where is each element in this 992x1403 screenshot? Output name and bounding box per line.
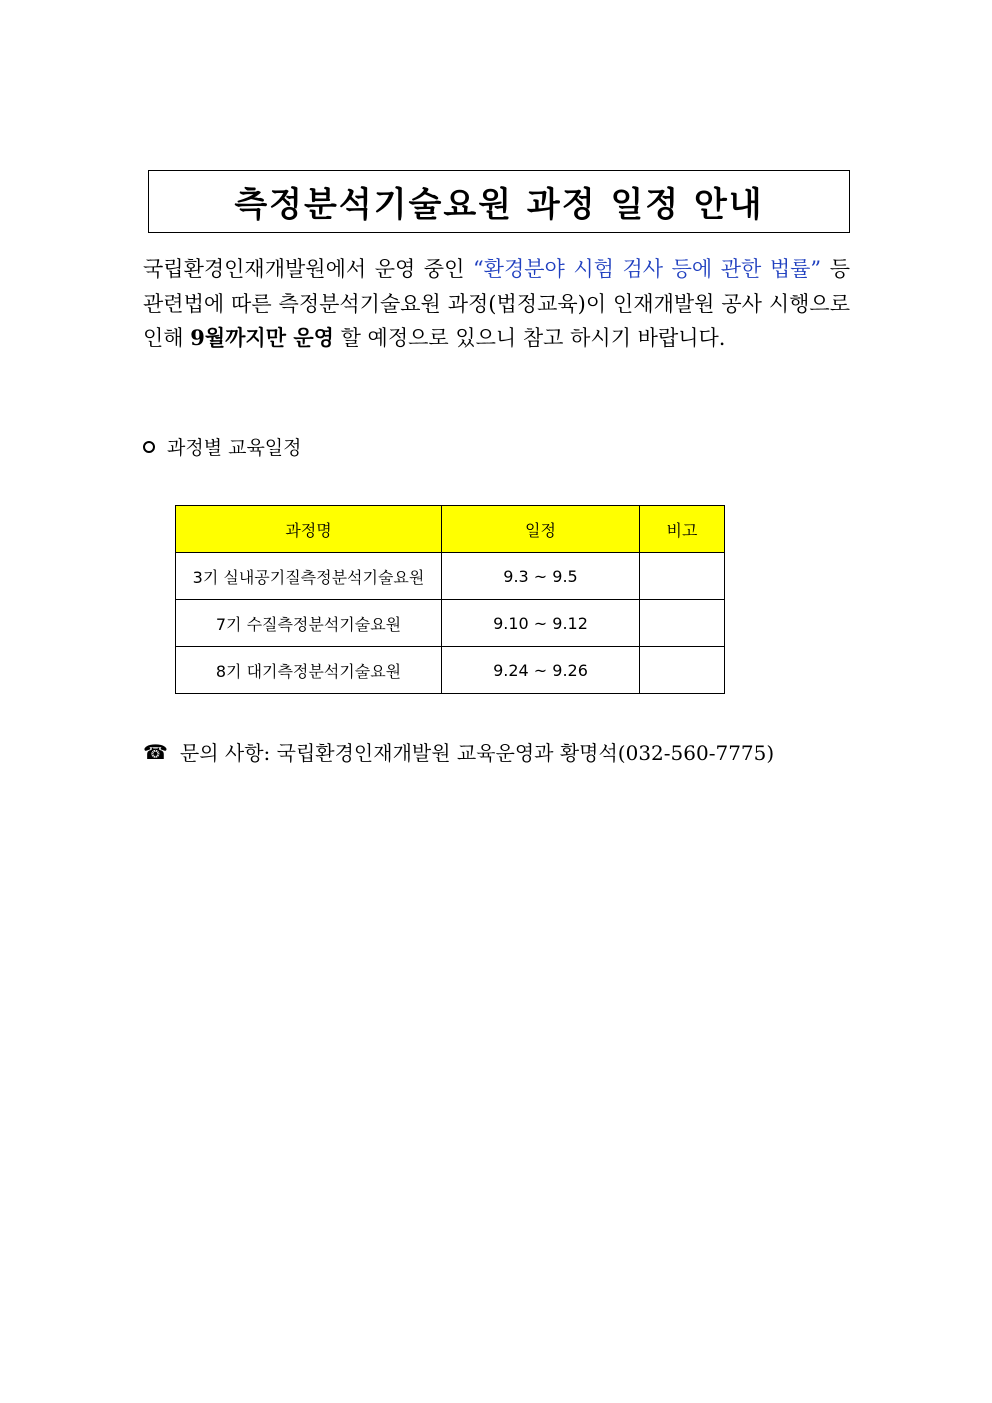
notice-text-3: 할 예정으로 있으니 참고 하시기 바랍니다.: [333, 326, 726, 350]
note-cell: [640, 647, 725, 694]
note-cell: [640, 600, 725, 647]
schedule-cell: 9.3 ~ 9.5: [442, 553, 640, 600]
law-name: “환경분야 시험 검사 등에 관한 법률”: [472, 257, 822, 281]
emphasis-text: 9월까지만 운영: [190, 325, 334, 350]
notice-text-2: 등 관련법에 따른 측정분석기술요원 과정(법정교육)이 인재개발원 공사 시행으로 인해: [143, 257, 850, 350]
header-schedule: 일정: [442, 506, 640, 553]
schedule-cell: 9.24 ~ 9.26: [442, 647, 640, 694]
table-header-row: [176, 506, 725, 553]
title-box: [148, 170, 850, 233]
course-cell: 8기 대기측정분석기술요원: [176, 647, 442, 694]
course-cell: 3기 실내공기질측정분석기술요원: [176, 553, 442, 600]
note-cell: [640, 553, 725, 600]
header-note: 비고: [640, 506, 725, 553]
course-cell: 7기 수질측정분석기술요원: [176, 600, 442, 647]
section-heading: [143, 433, 302, 460]
phone-icon: ☎: [143, 739, 168, 764]
page-title: 측정분석기술요원 과정 일정 안내: [234, 185, 764, 225]
table-row: [176, 600, 725, 647]
schedule-cell: 9.10 ~ 9.12: [442, 600, 640, 647]
table-row: [176, 647, 725, 694]
section-heading-text: 과정별 교육일정: [167, 437, 302, 459]
notice-paragraph: [143, 252, 850, 356]
table-row: [176, 553, 725, 600]
header-course: 과정명: [176, 506, 442, 553]
notice-text-1: 국립환경인재개발원에서 운영 중인: [143, 257, 473, 281]
contact-info: [143, 737, 774, 766]
circle-bullet-icon: [143, 441, 155, 453]
schedule-table: [175, 505, 725, 694]
contact-text: 문의 사항: 국립환경인재개발원 교육운영과 황명석(032-560-7775): [179, 741, 775, 765]
